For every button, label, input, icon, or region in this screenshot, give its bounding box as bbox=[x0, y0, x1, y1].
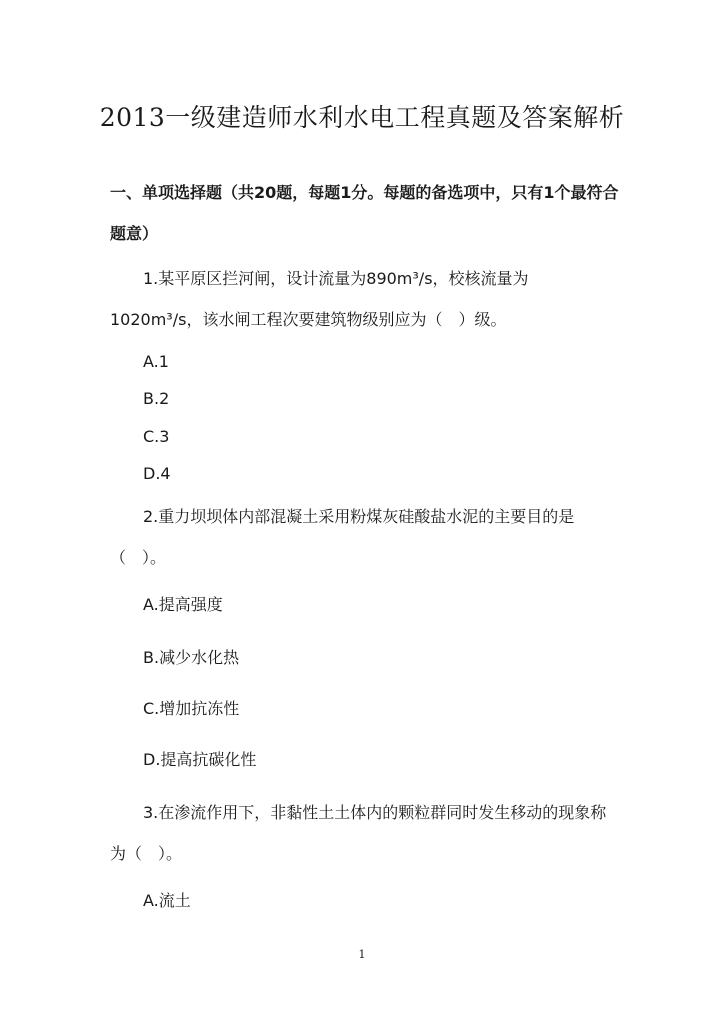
question-1-option-b: B.2 bbox=[143, 389, 170, 408]
question-1-text: 1.某平原区拦河闸，设计流量为890m³/s，校核流量为1020m³/s，该水闸工程次要建筑物级别应为（ ）级。 bbox=[110, 269, 529, 329]
question-1-option-a: A.1 bbox=[143, 352, 169, 371]
question-3-option-a: A.流土 bbox=[143, 891, 191, 910]
question-2-text: 2.重力坝坝体内部混凝土采用粉煤灰硅酸盐水泥的主要目的是（ ）。 bbox=[110, 507, 575, 567]
question-1-option-c: C.3 bbox=[143, 427, 170, 446]
page-number: 1 bbox=[358, 948, 366, 961]
question-2-option-a: A.提高强度 bbox=[143, 595, 223, 614]
question-3-text: 3.在渗流作用下，非黏性土土体内的颗粒群同时发生移动的现象称为（ ）。 bbox=[110, 803, 607, 863]
question-2-option-d: D.提高抗碳化性 bbox=[143, 750, 257, 769]
document-title: 2013一级建造师水利水电工程真题及答案解析 bbox=[99, 103, 625, 132]
question-2-option-c: C.增加抗冻性 bbox=[143, 699, 240, 718]
section-heading: 一、单项选择题（共20题，每题1分。每题的备选项中，只有1个最符合题意） bbox=[110, 183, 619, 243]
question-2-option-b: B.减少水化热 bbox=[143, 648, 240, 667]
question-1-option-d: D.4 bbox=[143, 464, 171, 483]
